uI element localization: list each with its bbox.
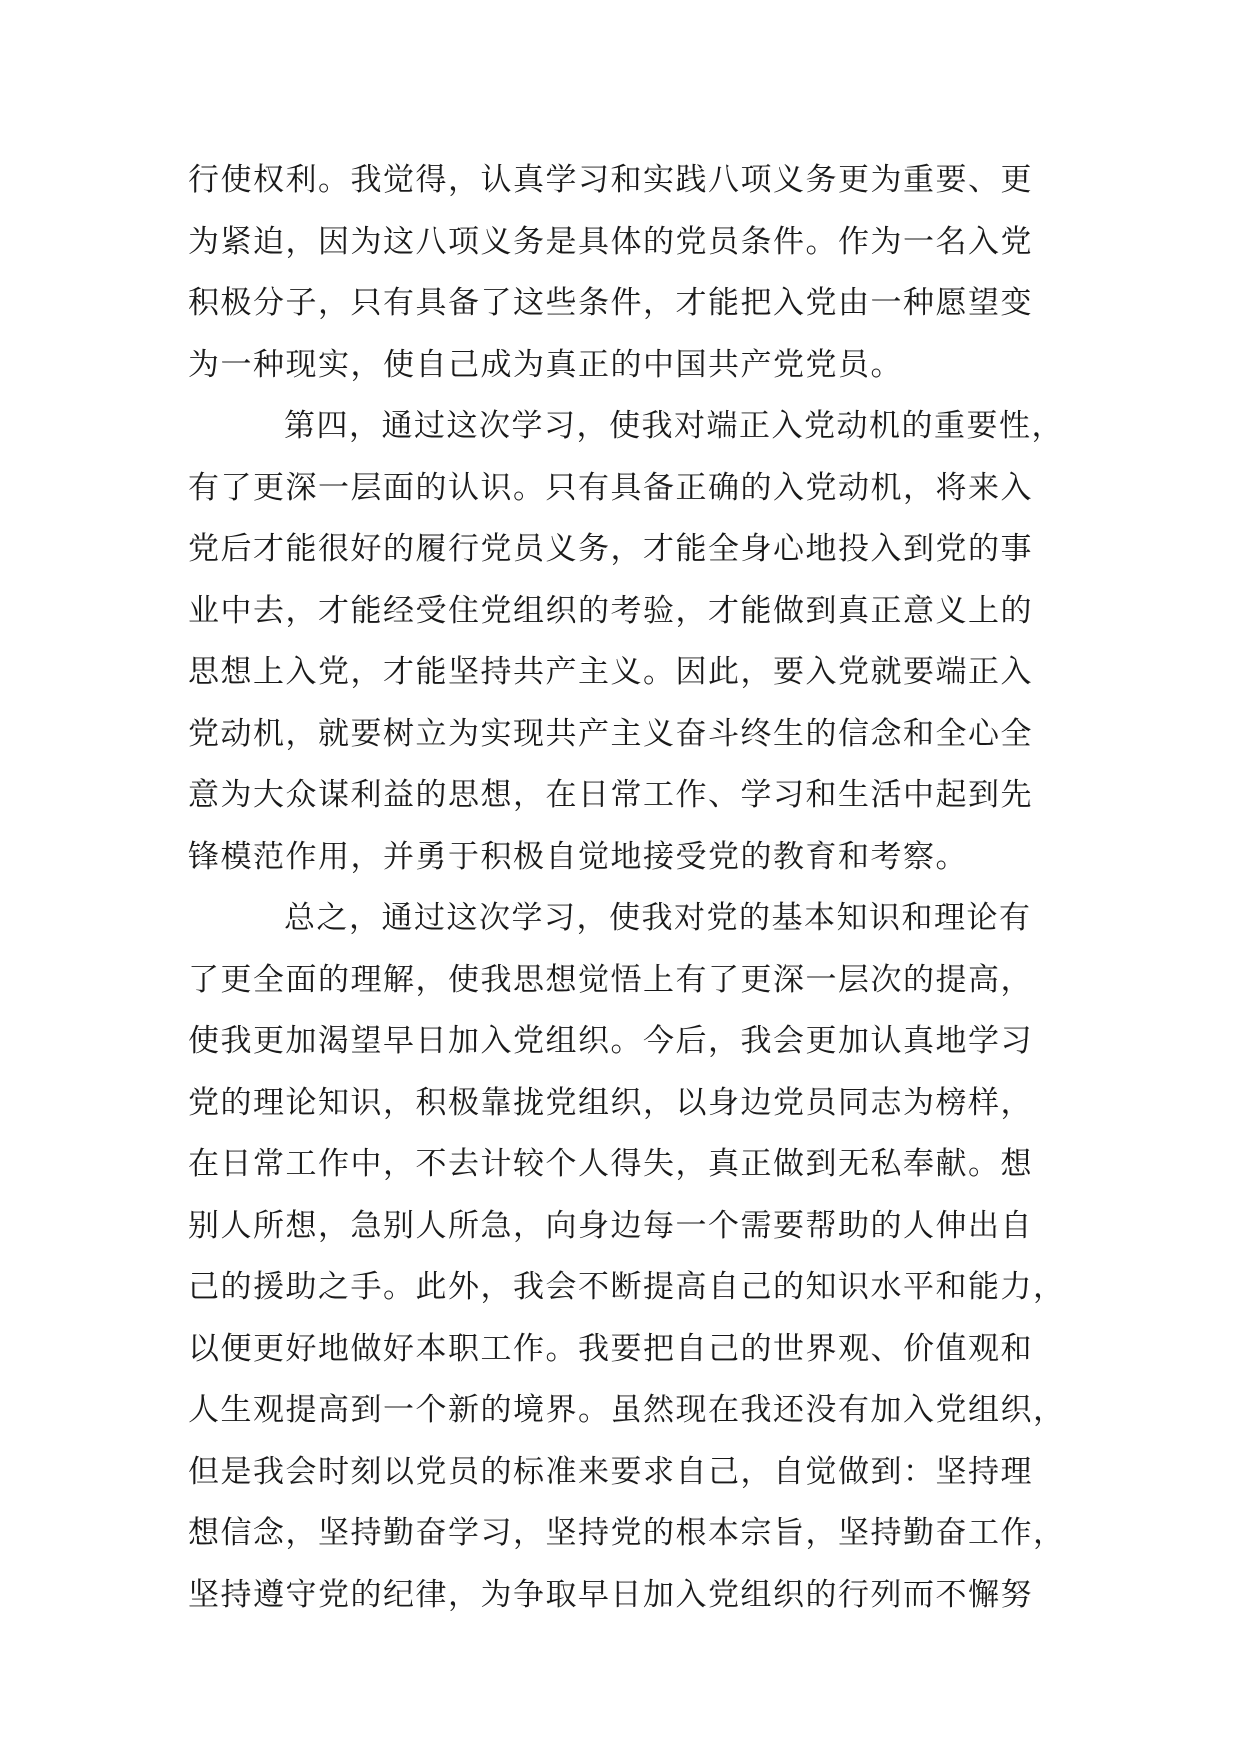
text-line: 了更全面的理解，使我思想觉悟上有了更深一层次的提高， [188, 961, 1033, 998]
paragraph-start-line: 总之，通过这次学习，使我对党的基本知识和理论有 [284, 900, 1032, 936]
text-line: 党的理论知识，积极靠拢党组织，以身边党员同志为榜样， [188, 1084, 1033, 1121]
text-line: 意为大众谋利益的思想，在日常工作、学习和生活中起到先 [188, 777, 1033, 813]
text-line: 业中去，才能经受住党组织的考验，才能做到真正意义上的 [188, 592, 1033, 629]
text-line: 己的援助之手。此外，我会不断提高自己的知识水平和能力， [188, 1269, 1066, 1305]
text-line: 以便更好地做好本职工作。我要把自己的世界观、价值观和 [188, 1330, 1033, 1367]
text-line: 行使权利。我觉得，认真学习和实践八项义务更为重要、更 [188, 162, 1033, 198]
text-line: 有了更深一层面的认识。只有具备正确的入党动机，将来入 [188, 469, 1033, 506]
text-line: 坚持遵守党的纪律，为争取早日加入党组织的行列而不懈努 [188, 1576, 1033, 1613]
text-line: 但是我会时刻以党员的标准来要求自己，自觉做到：坚持理 [188, 1453, 1033, 1490]
text-line: 为紧迫，因为这八项义务是具体的党员条件。作为一名入党 [188, 223, 1033, 260]
text-line: 思想上入党，才能坚持共产主义。因此，要入党就要端正入 [188, 654, 1033, 690]
text-line: 想信念，坚持勤奋学习，坚持党的根本宗旨，坚持勤奋工作， [188, 1515, 1066, 1551]
text-line: 为一种现实，使自己成为真正的中国共产党党员。 [188, 346, 903, 383]
body-text [188, 150, 1066, 1626]
text-line: 别人所想，急别人所急，向身边每一个需要帮助的人伸出自 [188, 1207, 1033, 1244]
text-line: 锋模范作用，并勇于积极自觉地接受党的教育和考察。 [188, 838, 968, 875]
text-line: 使我更加渴望早日加入党组织。今后，我会更加认真地学习 [188, 1023, 1033, 1059]
text-line: 积极分子，只有具备了这些条件，才能把入党由一种愿望变 [188, 285, 1033, 321]
paragraph-start-line: 第四，通过这次学习，使我对端正入党动机的重要性， [284, 408, 1064, 444]
text-line: 党动机，就要树立为实现共产主义奋斗终生的信念和全心全 [188, 715, 1033, 752]
text-line: 在日常工作中，不去计较个人得失，真正做到无私奉献。想 [188, 1146, 1033, 1182]
text-line: 人生观提高到一个新的境界。虽然现在我还没有加入党组织， [188, 1392, 1066, 1428]
text-line: 党后才能很好的履行党员义务，才能全身心地投入到党的事 [188, 531, 1033, 567]
